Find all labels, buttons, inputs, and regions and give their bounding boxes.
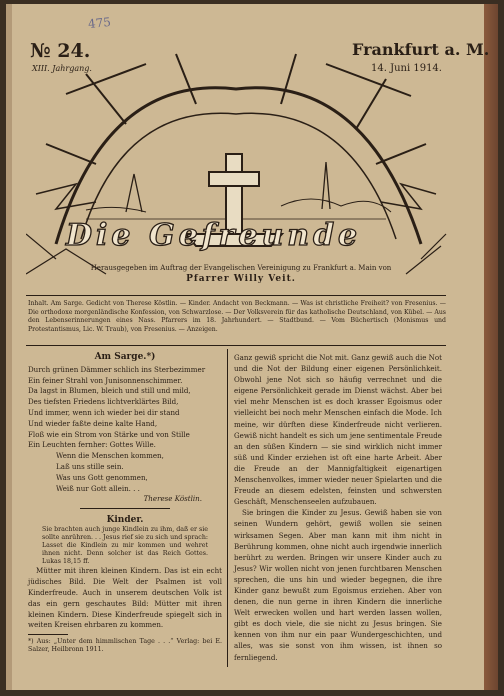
binding-edge	[484, 4, 498, 690]
date-label: 14. Juni 1914.	[371, 63, 442, 74]
article-paragraph: Sie bringen die Kinder zu Jesus. Gewiß haben sie von seinen Wundern gehört, gewiß wollen sie seinen wirksamen Segen. Aber man kann mit ihm nicht in Berührung kommen, ohne nicht auch irgendwie innerlich berührt zu werden. Bringen wir unsere Kinder auch zu Jesus? Wir wollen nicht von jenen furchtbaren Menschen sprechen, die uns hin und wieder begegnen, die ihre Kinder ganz bewußt zum Egoismus erziehen. Aber von denen, die nun gerne in ihren Kindern die innerliche Welt erwecken wollen und hart werden lassen wollen, gibt es doch viele, die sie nicht zu Jesus bringen. Sie kennen von ihm nur ein paar Wundergeschichten, und alles, was sie sonst von ihm wissen, ist ihnen so fernliegend.	[234, 508, 442, 662]
newspaper-page	[6, 4, 498, 690]
poem-line: Des tiefsten Friedens lichtverklärtes Bild,	[28, 397, 179, 407]
poem-line: Weiß nur Gott allein. . .	[56, 483, 140, 493]
newspaper-title: Die Gefreunde	[66, 218, 362, 253]
kinder-title: Kinder.	[106, 515, 144, 526]
poem	[28, 365, 222, 495]
city-label: Frankfurt a. M.	[352, 40, 490, 59]
footnote-divider	[28, 634, 68, 635]
rule-contents	[26, 345, 446, 346]
poem-line: Was uns Gott genommen,	[56, 472, 148, 482]
poem-line: Und immer, wenn ich wieder bei dir stand	[28, 407, 180, 417]
table-of-contents: Inhalt. Am Sarge. Gedicht von Therese Köstlin. — Kinder. Andacht von Beckmann. — Was ist christliche Freiheit? von Fresenius. — Die orthodoxe morgenländische Konfession, von Schwarzlose. — Der Volksverein für das katholische Deutschland, von Kübel. — Aus den Lebenserinnerungen eines Nass. Pfarrers im 18. Jahrhundert. — Stadtbund. — Vom Büchertisch (Monismus und Protestantismus, Lic. W. Traub), von Fresenius. — Anzeigen.	[28, 300, 446, 334]
footnote: *) Aus: „Unter dem himmlischen Tage . . .“ Verlag: bei E. Salzer, Heilbronn 1911.	[28, 638, 222, 654]
poem-title: Am Sarge.*)	[94, 352, 156, 362]
rule-top	[26, 295, 446, 296]
issue-number: № 24.	[30, 40, 91, 62]
article-paragraph: Ganz gewiß spricht die Not mit. Ganz gewiß auch die Not und die Not der Bildung einer eigenen Persönlichkeit. Obwohl jene Not sich so häufig verrechnet und die eigene Persönlichkeit gerade im Dienst wächst. Aber bei viel mehr Menschen ist es doch krasser Egoismus oder vielleicht bei noch mehr Menschen einfach die Mode. Ich meine, wir dürften diese Kinderfreude nicht verlieren. Gewiß nicht handelt es sich um jene sentimentale Freude an den süßen Kindern — sie sind wirklich nicht immer süß und Kinder erziehen ist oft eine harte Arbeit. Aber die Freude an der Mannigfaltigkeit eigenartigen Menschenvolkes, immer wieder neuer Spielarten und die Freude an diesem edelsten, feinsten und schwersten Geschäft, Menschenseelen aufzubauen.	[234, 353, 442, 507]
right-column	[234, 352, 442, 663]
section-divider	[80, 508, 170, 509]
pencil-mark: 475	[87, 14, 112, 32]
poem-line: Und wieder faßte deine kalte Hand,	[28, 418, 158, 428]
poem-line: Laß uns stille sein.	[56, 461, 124, 471]
volume-label: XIII. Jahrgang.	[32, 64, 92, 73]
kinder-epigraph: Sie brachten auch junge Kindlein zu ihm, daß er sie sollte anrühren. . . Jesus rief sie zu sich und sprach: Lasset die Kindlein zu mir kommen und wehret ihnen nicht. Denn solcher ist das Reich Gottes. Lukas 18,15 ff.	[42, 525, 208, 566]
poem-line: Ein feiner Strahl von Junisonnenschimmer.	[28, 375, 183, 385]
poem-author: Therese Köstlin.	[143, 494, 202, 504]
poem-line: Floß wie ein Strom von Stärke und von Stille	[28, 429, 190, 439]
masthead-editor: Pfarrer Willy Veit.	[186, 274, 296, 284]
left-column	[28, 352, 222, 654]
poem-line: Da lagst in Blumen, bleich und still und mild,	[28, 386, 191, 396]
poem-line: Wenn die Menschen kommen,	[56, 451, 164, 461]
column-separator	[227, 349, 228, 667]
binding-spine	[6, 4, 12, 690]
poem-line: Durch grünen Dämmer schlich ins Sterbezimmer	[28, 364, 206, 374]
masthead-subtitle: Herausgegeben im Auftrag der Evangelischen Vereinigung zu Frankfurt a. Main von	[90, 264, 392, 272]
kinder-body: Mütter mit ihren kleinen Kindern. Das ist ein echt jüdisches Bild. Die Welt der Psalmen ist voll Kinderfreude. Auch in unserem deutschen Volk ist das ein gern geschautes Bild: Mütter mit ihren kleinen Kindern. Diese Kinderfreude spiegelt sich in weiten Kreisen ehrbaren zu kommen.	[28, 566, 222, 630]
poem-line: Ein Leuchten fernher: Gottes Wille.	[28, 440, 156, 450]
